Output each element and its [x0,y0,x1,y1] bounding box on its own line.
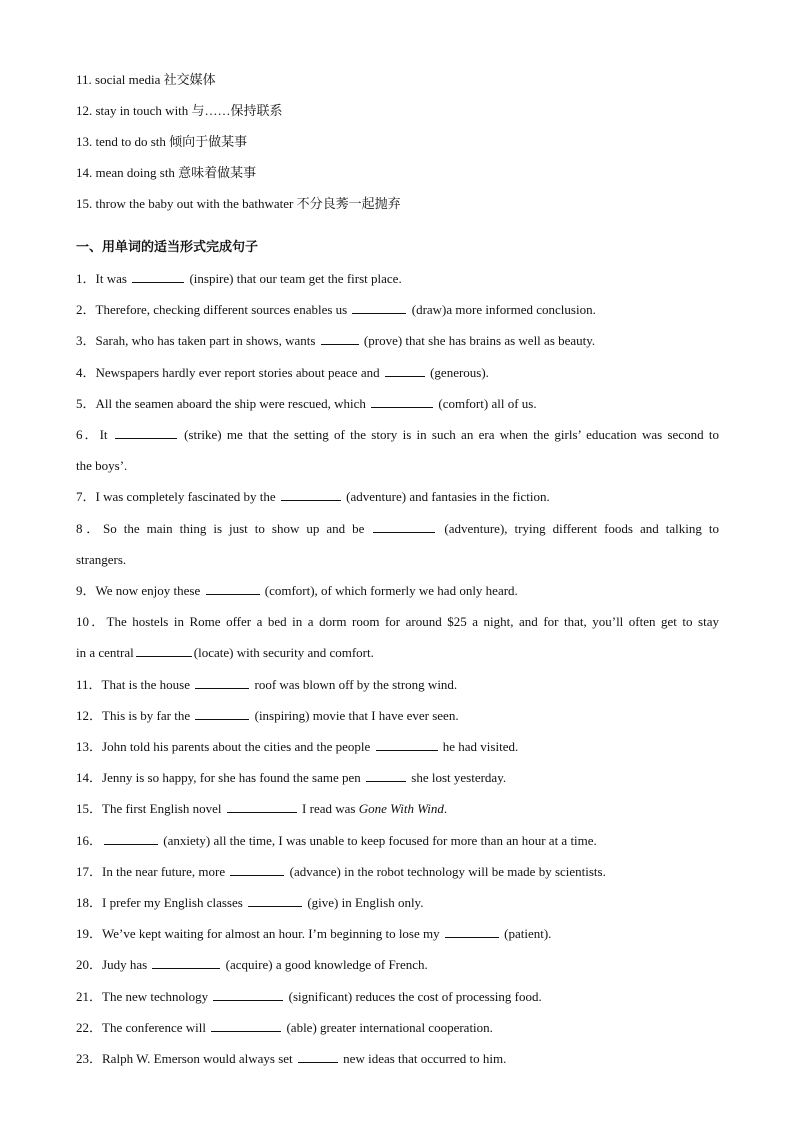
question-hint: (inspire) that our team get the first place. [186,271,402,286]
answer-blank[interactable] [371,395,433,408]
question-text: This is by far the [102,707,194,723]
answer-blank[interactable] [195,707,249,720]
question-text: So the main thing is just to show up and be [103,520,372,536]
question-number: 5． [76,395,96,411]
question-number: 6． [76,427,100,443]
question-item [76,856,719,887]
vocab-item: 13. tend to do sth 倾向于做某事 [76,134,248,149]
question-number: 22． [76,1019,103,1035]
question-hint: he had visited. [439,739,519,755]
question-continuation [76,544,719,575]
answer-blank[interactable] [376,738,438,751]
question-item [76,949,719,980]
question-hint: (acquire) a good knowledge of French. [222,957,428,973]
question-number: 15． [76,801,103,817]
question-number: 18． [76,895,103,911]
question-item [76,606,719,637]
question-hint: (comfort) all of us. [435,395,537,411]
question-hint: (advance) in the robot technology will be made by scientists. [286,863,606,879]
question-number: 20． [76,957,103,973]
question-hint: (strike) me that the setting of the story is in such an era when the girls’ education was second to [178,427,719,443]
question-text: It [99,427,113,443]
question-text: The first English novel [102,801,225,817]
question-text: Therefore, checking different sources enables us [95,302,351,318]
book-title: Gone With Wind [358,801,444,817]
answer-blank[interactable] [195,676,249,689]
question-hint: new ideas that occurred to him. [339,1051,507,1067]
question-hint: (patient). [500,926,552,942]
question-text: The hostels in Rome offer a bed in a dorm room for around $25 a night, and for that, you’ll often get to stay [106,614,719,630]
question-item [76,263,719,294]
question-number: 2． [76,302,96,318]
question-text: We now enjoy these [95,583,204,599]
question-item [76,825,719,856]
answer-blank[interactable] [136,644,192,657]
question-item [76,481,719,512]
question-text: Judy has [102,957,151,973]
question-number: 23． [76,1051,103,1067]
question-item [76,981,719,1012]
question-hint: (draw)a more informed conclusion. [408,302,596,318]
answer-blank[interactable] [206,582,260,595]
question-item [76,419,719,450]
answer-blank[interactable] [230,863,284,876]
question-item [76,513,719,544]
vocab-item: 12. stay in touch with 与……保持联系 [76,103,283,118]
question-hint: I read was [298,801,356,817]
question-hint: (significant) reduces the cost of processing food. [285,988,542,1004]
question-text: The new technology [102,988,212,1004]
question-text: Ralph W. Emerson would always set [102,1051,296,1067]
document-page [76,64,719,1074]
question-text: I prefer my English classes [102,895,247,911]
vocabulary-list [76,64,719,219]
question-item [76,1012,719,1043]
question-item [76,294,719,325]
question-continuation [76,637,719,668]
question-number: 7． [76,489,96,505]
answer-blank[interactable] [281,488,341,501]
question-text: Jenny is so happy, for she has found the same pen [102,770,365,786]
question-hint: (anxiety) all the time, I was unable to keep focused for more than an hour at a time. [160,832,597,848]
vocab-item: 14. mean doing sth 意味着做某事 [76,165,257,180]
answer-blank[interactable] [248,894,302,907]
question-hint: she lost yesterday. [408,770,507,786]
question-item [76,388,719,419]
answer-blank[interactable] [366,769,406,782]
question-item [76,357,719,388]
question-hint: (adventure), trying different foods and talking to [437,520,719,536]
question-text: in a central [76,645,134,661]
question-item [76,731,719,762]
question-number: 10． [76,614,107,630]
question-text: . [443,801,448,817]
answer-blank[interactable] [115,426,177,439]
question-text: We’ve kept waiting for almost an hour. I’m beginning to lose my [102,926,443,942]
answer-blank[interactable] [445,925,499,938]
question-text: I was completely fascinated by the [95,489,279,505]
question-item [76,1043,719,1074]
question-number: 14． [76,770,103,786]
answer-blank[interactable] [227,800,297,813]
question-text: Sarah, who has taken part in shows, wants [95,333,319,349]
question-continuation [76,450,719,481]
answer-blank[interactable] [298,1050,338,1063]
answer-blank[interactable] [352,301,406,314]
question-item [76,669,719,700]
question-hint: (locate) with security and comfort. [193,645,374,661]
question-text: The conference will [102,1019,210,1035]
question-text: the boys’. [76,458,128,474]
question-number: 8． [76,520,103,536]
question-hint: roof was blown off by the strong wind. [251,676,458,692]
question-hint: (adventure) and fantasies in the fiction. [342,489,550,505]
question-item [76,700,719,731]
answer-blank[interactable] [132,270,184,283]
question-text: That is the house [101,676,194,692]
question-number: 4． [76,364,96,380]
question-number: 19． [76,926,103,942]
question-number: 12． [76,707,103,723]
question-hint: (able) greater international cooperation. [283,1019,493,1035]
question-item [76,918,719,949]
question-item [76,762,719,793]
question-item [76,793,719,824]
answer-blank[interactable] [321,332,359,345]
question-number: 21． [76,988,103,1004]
answer-blank[interactable] [211,1019,281,1032]
question-text: John told his parents about the cities and the people [102,739,374,755]
answer-blank[interactable] [385,364,425,377]
question-hint: (comfort), of which formerly we had only heard. [261,583,518,599]
question-number: 11． [76,676,102,692]
vocab-item: 15. throw the baby out with the bathwater 不分良莠一起抛弃 [76,196,401,211]
question-item [76,887,719,918]
question-text: In the near future, more [102,863,229,879]
question-hint: (prove) that she has brains as well as beauty. [360,333,596,349]
question-number: 3． [76,333,96,349]
question-number: 9． [76,583,96,599]
question-text: strangers. [76,551,127,567]
answer-blank[interactable] [152,956,220,969]
question-text: All the seamen aboard the ship were rescued, which [95,395,370,411]
question-item [76,575,719,606]
question-number: 13． [76,739,103,755]
answer-blank[interactable] [104,832,158,845]
question-list [76,263,719,1074]
vocab-item: 11. social media 社交媒体 [76,72,216,87]
question-item [76,325,719,356]
question-text: It was [95,271,131,286]
question-number: 17． [76,863,103,879]
answer-blank[interactable] [373,520,435,533]
question-number: 1． [76,271,96,286]
answer-blank[interactable] [213,988,283,1001]
question-hint: (give) in English only. [304,895,424,911]
question-hint: (inspiring) movie that I have ever seen. [251,707,459,723]
question-number: 16． [76,832,103,848]
question-hint: (generous). [426,364,489,380]
question-text: Newspapers hardly ever report stories about peace and [95,364,383,380]
section-heading: 一、用单词的适当形式完成句子 [76,240,259,255]
